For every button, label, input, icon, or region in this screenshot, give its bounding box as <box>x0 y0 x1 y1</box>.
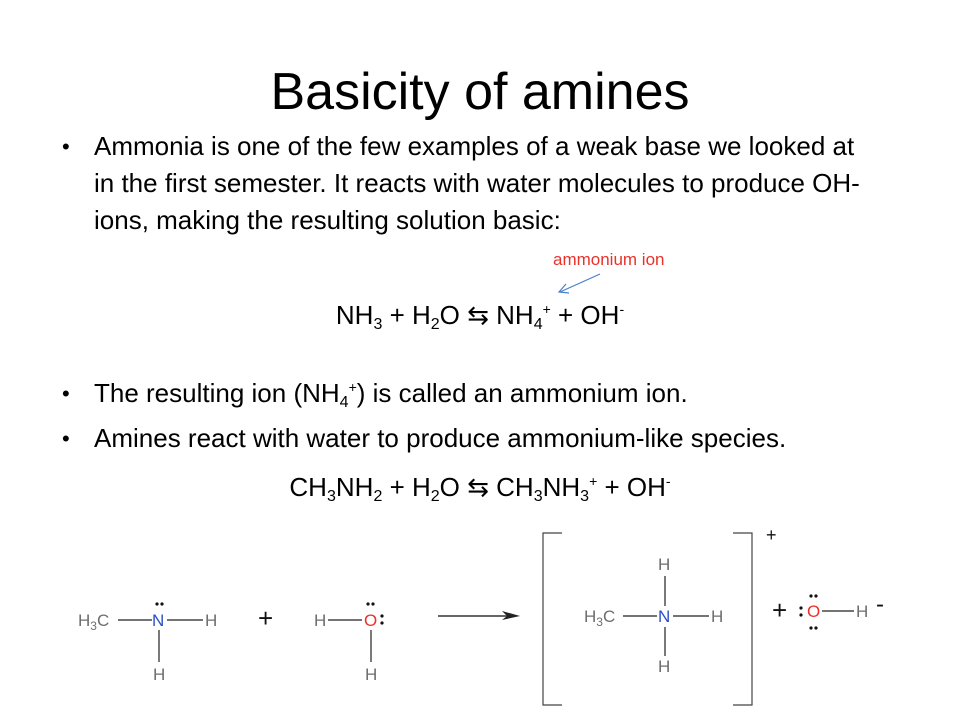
bullet-text: The resulting ion $(NH_4^+)$ is called an ammonium ion. <box>94 378 688 411</box>
plus-sign: + <box>258 603 274 633</box>
svg-text:O: O <box>364 611 378 630</box>
slide-title: Basicity of amines <box>270 63 690 121</box>
methylammonium-structure <box>584 555 723 676</box>
bracket-left <box>543 533 562 705</box>
bullet-marker: • <box>62 134 70 159</box>
bullet-item-amines <box>62 420 862 457</box>
bullet-item-ammonium <box>62 375 862 412</box>
amine-equation: $CH_3NH_2 + H_2O$ ⇆ $CH_3NH_3^+ + OH^-$ <box>289 472 671 505</box>
svg-text:H: H <box>365 665 378 684</box>
plus-sign: + <box>772 595 788 625</box>
hydroxide-structure <box>799 591 884 630</box>
ammonium-ion-annotation: ammonium ion <box>553 250 665 269</box>
bullet-marker: • <box>62 381 70 406</box>
svg-text:H3C: $H_3C$ <box>584 607 616 629</box>
bracket-right <box>733 533 752 705</box>
water-structure <box>314 602 384 684</box>
svg-text:H: H <box>314 611 327 630</box>
svg-text:H: H <box>856 602 869 621</box>
svg-text:H: H <box>711 607 724 626</box>
reaction-arrow-icon <box>438 611 520 620</box>
equilibrium-arrow-icon: ⇆ <box>467 472 489 502</box>
bullet-marker: • <box>62 426 70 451</box>
anion-charge: - <box>876 591 884 618</box>
equilibrium-arrow-icon: ⇆ <box>467 300 489 330</box>
svg-text:O: O <box>807 602 821 621</box>
svg-text:H: H <box>205 611 218 630</box>
svg-text:H3C: $H_3C$ <box>78 611 110 633</box>
svg-text:H: H <box>658 657 671 676</box>
svg-text:N: N <box>658 607 671 626</box>
svg-text:H: H <box>658 555 671 574</box>
methylamine-structure <box>78 602 217 684</box>
bullet-item-ammonia <box>62 128 862 239</box>
bullet-text: Ammonia is one of the few examples of a weak base we looked at in the first semester. It reacts with water molecules to produce OH- ions, making the resulting solution basic: <box>94 131 860 235</box>
ammonia-equation: $NH_3 + H_2O$ ⇆ $NH_4^+ + OH^-$ <box>335 300 625 333</box>
svg-text:H: H <box>153 665 166 684</box>
bullet-text: Amines react with water to produce ammonium-like species. <box>94 423 787 453</box>
cation-charge: + <box>766 525 777 545</box>
svg-text:N: N <box>152 611 165 630</box>
